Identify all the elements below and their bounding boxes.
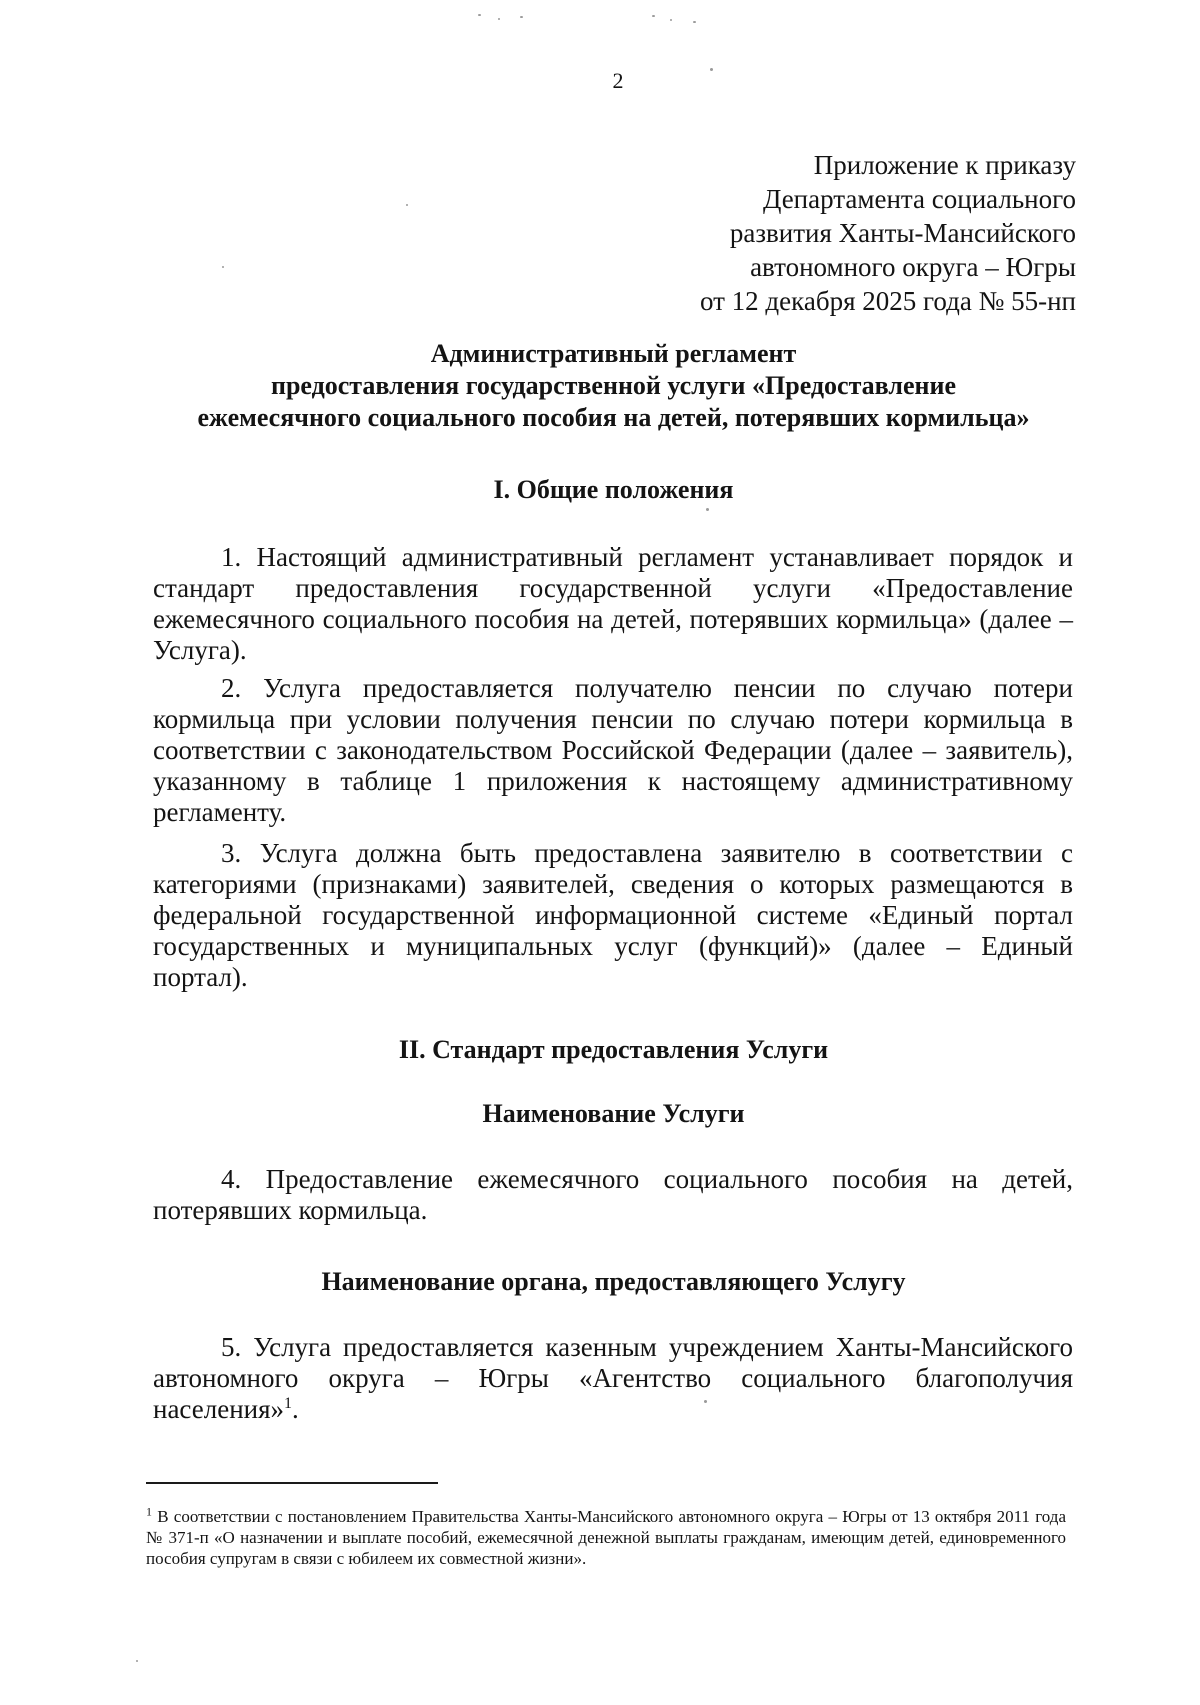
appendix-note — [700, 148, 1076, 318]
paragraph-2 — [153, 673, 1073, 828]
appendix-line: Приложение к приказу — [813, 150, 1076, 180]
footnote-text: В соответствии с постановлением Правительства Ханты-Мансийского автономного округа – Югры от 13 октября 2011 года № 371-п «О назначении и выплате пособий, ежемесячной денежной выплаты гражданам, имеющим детей, единовременного пособия супругам в связи с юбилеем их совместной жизни». — [146, 1507, 1066, 1568]
scan-speck — [710, 68, 713, 71]
paragraph-5-body: 5. Услуга предоставляется казенным учреждением Ханты-Мансийского автономного округа – Югры «Агентство социального благополучия населения» — [153, 1332, 1073, 1424]
paragraph-4 — [153, 1164, 1073, 1226]
scan-speck — [136, 1660, 138, 1662]
document-title — [150, 338, 1077, 434]
title-line: предоставления государственной услуги «Предоставление — [270, 371, 957, 400]
scan-speck — [706, 508, 709, 511]
scan-speck — [478, 14, 481, 16]
footnote — [146, 1506, 1066, 1569]
appendix-line: автономного округа – Югры — [750, 252, 1076, 282]
scan-speck — [498, 18, 500, 20]
paragraph-5 — [153, 1332, 1073, 1425]
section-heading-standard: II. Стандарт предоставления Услуги — [398, 1035, 829, 1064]
appendix-line: от 12 декабря 2025 года № 55-нп — [699, 286, 1076, 316]
scan-speck — [222, 266, 224, 268]
paragraph-3 — [153, 838, 1073, 993]
scan-speck — [693, 21, 696, 23]
scan-speck — [704, 1400, 707, 1403]
paragraph-5-end: . — [292, 1394, 299, 1424]
footnote-reference[interactable]: 1 — [284, 1395, 293, 1412]
appendix-line: развития Ханты-Мансийского — [729, 218, 1076, 248]
paragraph-text: 2. Услуга предоставляется получателю пенсии по случаю потери кормильца при условии получения пенсии по случаю потери кормильца в соответствии с законодательством Российской Федерации (далее – заявитель), указанному в таблице 1 приложения к настоящему административному регламенту. — [153, 673, 1073, 827]
appendix-line: Департамента социального — [762, 184, 1076, 214]
scan-speck — [406, 204, 408, 206]
subheading-authority: Наименование органа, предоставляющего Услугу — [321, 1267, 906, 1296]
scan-speck — [520, 16, 523, 18]
title-line: ежемесячного социального пособия на детей, потерявших кормильца» — [197, 403, 1030, 432]
page-number: 2 — [612, 68, 624, 93]
subheading-service-name: Наименование Услуги — [482, 1099, 745, 1128]
paragraph-text: 1. Настоящий административный регламент устанавливает порядок и стандарт предоставления государственной услуги «Предоставление ежемесячного социального пособия на детей, потерявших кормильца» (далее – Услуга). — [153, 542, 1073, 665]
paragraph-1 — [153, 542, 1073, 666]
paragraph-text: 3. Услуга должна быть предоставлена заявителю в соответствии с категориями (признаками) заявителей, сведения о которых размещаются в федеральной государственной информационной системе «Единый портал государственных и муниципальных услуг (функций)» (далее – Единый портал). — [153, 838, 1073, 992]
paragraph-text — [153, 1332, 1073, 1425]
section-heading-general: I. Общие положения — [493, 475, 734, 504]
scan-speck — [652, 15, 655, 17]
footnote-marker: 1 — [146, 1504, 152, 1519]
paragraph-text: 4. Предоставление ежемесячного социального пособия на детей, потерявших кормильца. — [153, 1164, 1073, 1225]
title-line: Административный регламент — [430, 339, 797, 368]
scan-speck — [670, 19, 672, 21]
footnote-divider — [146, 1482, 438, 1484]
